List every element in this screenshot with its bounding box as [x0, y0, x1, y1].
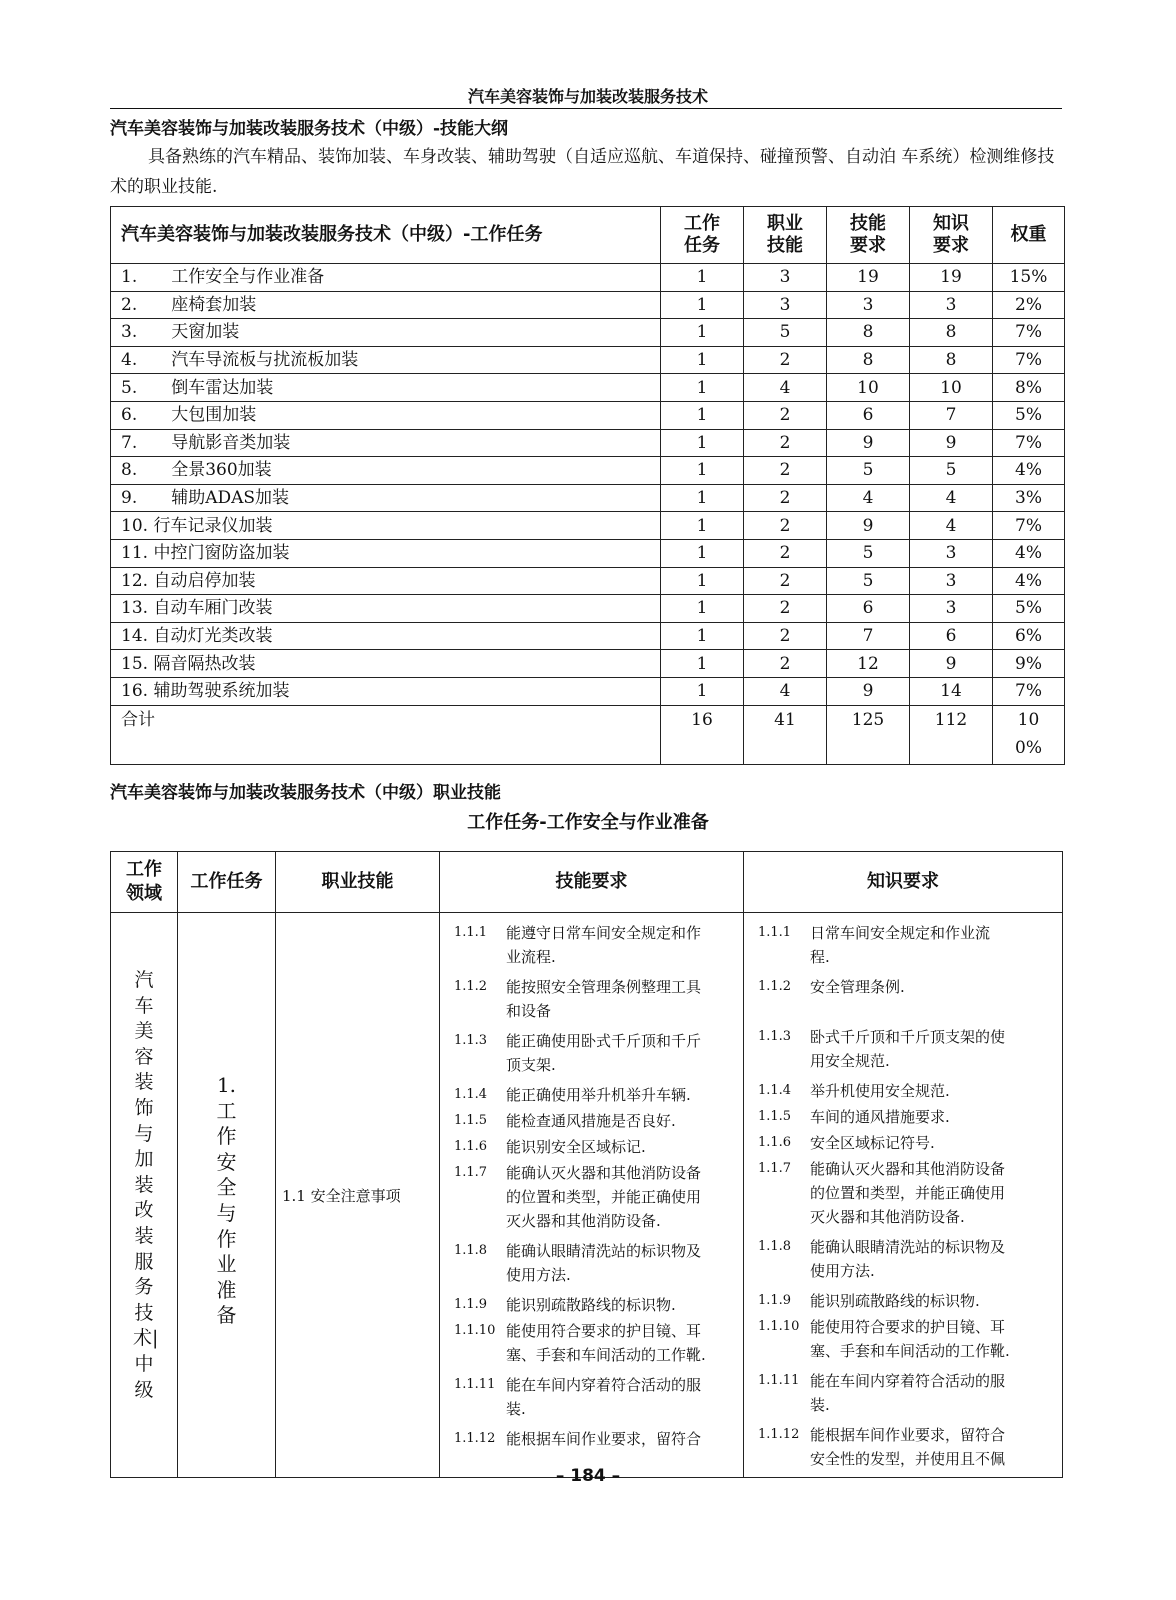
total-tasks: 16: [661, 705, 744, 764]
list-item: [454, 1029, 737, 1077]
summary-total-row: [111, 705, 1065, 764]
item-number: 1.1.6: [454, 1139, 488, 1154]
skill-requirements-list: [440, 913, 743, 1453]
cell-skill-req: 4: [827, 484, 910, 512]
header-rule: [110, 108, 1062, 109]
item-text: [810, 1369, 1056, 1417]
item-line: 车间的通风措施要求.: [810, 1108, 950, 1126]
cell-know-req: 3: [910, 539, 993, 567]
item-line: 能正确使用举升机举升车辆.: [506, 1086, 691, 1104]
cell-skill-req: 10: [827, 374, 910, 402]
detail-table: [110, 851, 1063, 1478]
cell-name: 4. 汽车导流板与扰流板加装: [111, 346, 661, 374]
cell-know-req: 8: [910, 346, 993, 374]
intro-paragraph: 具备熟练的汽车精品、装饰加装、车身改装、辅助驾驶（自适应巡航、车道保持、碰撞预警、自动泊 车系统）检测维修技术的职业技能.: [110, 147, 1055, 197]
cell-skills: 4: [744, 677, 827, 705]
cell-name: 11. 中控门窗防盗加装: [111, 539, 661, 567]
cell-weight: 7%: [993, 429, 1065, 457]
spacer: [758, 999, 1056, 1025]
table-row: [111, 512, 1065, 540]
cell-tasks: 1: [661, 264, 744, 292]
cell-skill-req: 3: [827, 291, 910, 319]
cell-weight: 7%: [993, 512, 1065, 540]
item-text: [810, 1131, 1056, 1155]
cell-name: 10. 行车记录仪加装: [111, 512, 661, 540]
table-row: [111, 457, 1065, 485]
item-number: 1.1.7: [758, 1161, 792, 1176]
list-item: [454, 1293, 737, 1317]
item-text: [810, 1423, 1056, 1471]
cell-skills: 2: [744, 650, 827, 678]
cell-know-req: 14: [910, 677, 993, 705]
cell-tasks: 1: [661, 622, 744, 650]
cell-skills: 2: [744, 401, 827, 429]
cell-skill-req: 9: [827, 677, 910, 705]
list-item: [454, 1135, 737, 1159]
item-number: 1.1.10: [454, 1323, 496, 1338]
cell-know-req: 3: [910, 567, 993, 595]
header-skill-requirements: 技能要求: [440, 852, 744, 913]
total-skill-req: 125: [827, 705, 910, 764]
cell-weight: 4%: [993, 457, 1065, 485]
section-title-skills: 汽车美容装饰与加装改装服务技术（中级）职业技能: [110, 783, 501, 803]
item-number: 1.1.7: [454, 1165, 488, 1180]
cell-name: 2. 座椅套加装: [111, 291, 661, 319]
cell-skills: 2: [744, 346, 827, 374]
item-text: [810, 1025, 1056, 1073]
item-line: 程.: [810, 948, 830, 966]
cell-weight: 3%: [993, 484, 1065, 512]
list-item: [454, 1319, 737, 1367]
task-cell: [178, 913, 276, 1478]
table-row: [111, 374, 1065, 402]
total-weight: 100%: [993, 705, 1065, 764]
item-line: 塞、手套和车间活动的工作靴.: [506, 1346, 706, 1364]
item-number: 1.1.11: [454, 1377, 496, 1392]
cell-skills: 2: [744, 429, 827, 457]
cell-know-req: 3: [910, 291, 993, 319]
item-number: 1.1.10: [758, 1319, 800, 1334]
item-line: 安全管理条例.: [810, 978, 905, 996]
header-skill: 职业技能: [276, 852, 440, 913]
item-text: [810, 975, 1056, 999]
cell-skill-req: 5: [827, 567, 910, 595]
cell-weight: 8%: [993, 374, 1065, 402]
cell-know-req: 9: [910, 650, 993, 678]
cell-know-req: 9: [910, 429, 993, 457]
item-line: 举升机使用安全规范.: [810, 1082, 950, 1100]
item-number: 1.1.5: [454, 1113, 488, 1128]
cell-name: 14. 自动灯光类改装: [111, 622, 661, 650]
domain-cell: [111, 913, 178, 1478]
table-row: [111, 401, 1065, 429]
table-row: [111, 595, 1065, 623]
item-line: 能根据车间作业要求，留符合: [810, 1426, 1006, 1444]
cell-skill-req: 19: [827, 264, 910, 292]
cell-know-req: 7: [910, 401, 993, 429]
item-number: 1.1.4: [758, 1083, 792, 1098]
cell-know-req: 3: [910, 595, 993, 623]
cell-name: 13. 自动车厢门改装: [111, 595, 661, 623]
cell-skills: 2: [744, 539, 827, 567]
cell-tasks: 1: [661, 650, 744, 678]
item-number: 1.1.9: [454, 1297, 488, 1312]
table-row: [111, 264, 1065, 292]
header-task-name: 汽车美容装饰与加装改装服务技术（中级）-工作任务: [111, 207, 661, 264]
cell-skill-req: 9: [827, 512, 910, 540]
header-know-req: 知识要求: [910, 207, 993, 264]
item-line: 能确认灭火器和其他消防设备: [810, 1160, 1006, 1178]
list-item: [758, 1105, 1056, 1129]
header-task: 工作任务: [178, 852, 276, 913]
cell-skills: 2: [744, 567, 827, 595]
cell-name: 6. 大包围加装: [111, 401, 661, 429]
cell-skills: 3: [744, 291, 827, 319]
knowledge-requirements-list: [744, 913, 1062, 1477]
item-line: 能确认眼睛清洗站的标识物及: [810, 1238, 1006, 1256]
cell-skills: 2: [744, 512, 827, 540]
item-text: [506, 1083, 737, 1107]
item-line: 能根据车间作业要求，留符合: [506, 1430, 702, 1448]
item-text: [506, 1239, 737, 1287]
cell-skill-req: 12: [827, 650, 910, 678]
table-row: [111, 291, 1065, 319]
running-header: 汽车美容装饰与加装改装服务技术: [467, 87, 708, 106]
item-line: 使用方法.: [506, 1266, 571, 1284]
item-line: 顶支架.: [506, 1056, 556, 1074]
item-line: 安全性的发型，并使用且不佩: [810, 1450, 1006, 1468]
list-item: [454, 921, 737, 969]
item-text: [810, 1315, 1056, 1363]
item-line: 能在车间内穿着符合活动的服: [810, 1372, 1006, 1390]
item-text: [810, 1157, 1056, 1229]
cell-weight: 15%: [993, 264, 1065, 292]
item-line: 能确认灭火器和其他消防设备: [506, 1164, 702, 1182]
table-row: [111, 319, 1065, 347]
total-label: 合计: [111, 705, 661, 764]
domain-text: 汽车美容装饰与加装改装服务技术|中级: [133, 969, 159, 1401]
list-item: [454, 1239, 737, 1287]
header-weight: 权重: [993, 207, 1065, 264]
item-line: 能在车间内穿着符合活动的服: [506, 1376, 702, 1394]
spacer: [454, 1451, 737, 1453]
item-line: 装.: [506, 1400, 526, 1418]
cell-tasks: 1: [661, 595, 744, 623]
cell-skill-req: 7: [827, 622, 910, 650]
cell-tasks: 1: [661, 484, 744, 512]
cell-know-req: 5: [910, 457, 993, 485]
cell-weight: 4%: [993, 567, 1065, 595]
list-item: [454, 1161, 737, 1233]
cell-tasks: 1: [661, 346, 744, 374]
item-text: [506, 975, 737, 1023]
cell-name: 5. 倒车雷达加装: [111, 374, 661, 402]
item-number: 1.1.2: [758, 979, 792, 994]
item-line: 灭火器和其他消防设备.: [506, 1212, 661, 1230]
item-text: [810, 1235, 1056, 1283]
item-line: 能识别疏散路线的标识物.: [506, 1296, 676, 1314]
cell-know-req: 8: [910, 319, 993, 347]
cell-name: 16. 辅助驾驶系统加装: [111, 677, 661, 705]
cell-name: 15. 隔音隔热改装: [111, 650, 661, 678]
table-row: [111, 677, 1065, 705]
item-line: 塞、手套和车间活动的工作靴.: [810, 1342, 1010, 1360]
cell-know-req: 6: [910, 622, 993, 650]
item-line: 的位置和类型，并能正确使用: [506, 1188, 702, 1206]
cell-name: 7. 导航影音类加装: [111, 429, 661, 457]
item-number: 1.1.8: [758, 1239, 792, 1254]
section-title-outline: 汽车美容装饰与加装改装服务技术（中级）-技能大纲: [110, 119, 509, 139]
skill-cell: 1.1 安全注意事项: [276, 913, 440, 1478]
cell-skill-req: 5: [827, 457, 910, 485]
cell-tasks: 1: [661, 291, 744, 319]
item-text: [810, 1079, 1056, 1103]
cell-skills: 2: [744, 484, 827, 512]
list-item: [758, 1131, 1056, 1155]
item-line: 日常车间安全规定和作业流: [810, 924, 991, 942]
cell-weight: 5%: [993, 595, 1065, 623]
item-line: 能按照安全管理条例整理工具: [506, 978, 702, 996]
item-number: 1.1.12: [454, 1431, 496, 1446]
item-line: 能使用符合要求的护目镜、耳: [506, 1322, 702, 1340]
list-item: [758, 1025, 1056, 1073]
table-row: [111, 622, 1065, 650]
item-line: 能使用符合要求的护目镜、耳: [810, 1318, 1006, 1336]
item-text: [506, 1319, 737, 1367]
table-row: [111, 346, 1065, 374]
cell-tasks: 1: [661, 319, 744, 347]
cell-weight: 7%: [993, 677, 1065, 705]
table-row: [111, 429, 1065, 457]
cell-skill-req: 6: [827, 595, 910, 623]
cell-tasks: 1: [661, 539, 744, 567]
cell-skills: 4: [744, 374, 827, 402]
cell-tasks: 1: [661, 429, 744, 457]
list-item: [758, 1157, 1056, 1229]
item-number: 1.1.4: [454, 1087, 488, 1102]
knowledge-requirements-cell: [744, 913, 1063, 1478]
list-item: [758, 1369, 1056, 1417]
cell-know-req: 4: [910, 512, 993, 540]
header-domain: 工作领域: [111, 852, 178, 913]
item-line: 能识别疏散路线的标识物.: [810, 1292, 980, 1310]
summary-table: [110, 206, 1065, 765]
item-line: 灭火器和其他消防设备.: [810, 1208, 965, 1226]
cell-tasks: 1: [661, 677, 744, 705]
cell-name: 9. 辅助ADAS加装: [111, 484, 661, 512]
item-line: 用安全规范.: [810, 1052, 890, 1070]
item-line: 能正确使用卧式千斤顶和千斤: [506, 1032, 702, 1050]
cell-tasks: 1: [661, 512, 744, 540]
item-line: 能遵守日常车间安全规定和作: [506, 924, 702, 942]
detail-header-row: [111, 852, 1063, 913]
cell-tasks: 1: [661, 457, 744, 485]
item-line: 的位置和类型，并能正确使用: [810, 1184, 1006, 1202]
item-text: [810, 1289, 1056, 1313]
cell-name: 3. 天窗加装: [111, 319, 661, 347]
cell-tasks: 1: [661, 401, 744, 429]
total-skills: 41: [744, 705, 827, 764]
item-text: [506, 1029, 737, 1077]
cell-skills: 2: [744, 622, 827, 650]
header-knowledge-requirements: 知识要求: [744, 852, 1063, 913]
cell-weight: 9%: [993, 650, 1065, 678]
cell-weight: 5%: [993, 401, 1065, 429]
list-item: [758, 1079, 1056, 1103]
cell-weight: 6%: [993, 622, 1065, 650]
item-number: 1.1.11: [758, 1373, 800, 1388]
list-item: [758, 1235, 1056, 1283]
page-number: – 184 –: [555, 1466, 621, 1486]
item-line: 装.: [810, 1396, 830, 1414]
item-line: 使用方法.: [810, 1262, 875, 1280]
list-item: [454, 1083, 737, 1107]
list-item: [758, 1289, 1056, 1313]
detail-body-row: [111, 913, 1063, 1478]
table-row: [111, 539, 1065, 567]
list-item: [454, 1109, 737, 1133]
cell-know-req: 10: [910, 374, 993, 402]
list-item: [758, 1315, 1056, 1363]
item-text: [506, 1427, 737, 1451]
item-number: 1.1.5: [758, 1109, 792, 1124]
item-number: 1.1.8: [454, 1243, 488, 1258]
cell-weight: 7%: [993, 319, 1065, 347]
header-skill-req: 技能要求: [827, 207, 910, 264]
item-text: [506, 1109, 737, 1133]
item-text: [506, 921, 737, 969]
total-know-req: 112: [910, 705, 993, 764]
item-number: 1.1.2: [454, 979, 488, 994]
cell-skills: 3: [744, 264, 827, 292]
cell-skill-req: 6: [827, 401, 910, 429]
item-text: [506, 1293, 737, 1317]
task-text: 1.工作安全与作业准备: [216, 1073, 237, 1328]
cell-weight: 4%: [993, 539, 1065, 567]
cell-name: 12. 自动启停加装: [111, 567, 661, 595]
item-number: 1.1.3: [454, 1033, 488, 1048]
item-number: 1.1.6: [758, 1135, 792, 1150]
item-text: [810, 921, 1056, 969]
table-row: [111, 567, 1065, 595]
item-line: 能检查通风措施是否良好.: [506, 1112, 676, 1130]
section-subtitle: 工作任务-工作安全与作业准备: [467, 812, 709, 833]
cell-weight: 7%: [993, 346, 1065, 374]
cell-skill-req: 8: [827, 346, 910, 374]
item-line: 能识别安全区域标记.: [506, 1138, 646, 1156]
cell-name: 1. 工作安全与作业准备: [111, 264, 661, 292]
list-item: [758, 975, 1056, 999]
item-text: [810, 1105, 1056, 1129]
cell-know-req: 4: [910, 484, 993, 512]
cell-skills: 2: [744, 595, 827, 623]
item-number: 1.1.1: [454, 925, 488, 940]
cell-weight: 2%: [993, 291, 1065, 319]
cell-skill-req: 8: [827, 319, 910, 347]
table-row: [111, 650, 1065, 678]
cell-know-req: 19: [910, 264, 993, 292]
header-task-count: 工作任务: [661, 207, 744, 264]
cell-name: 8. 全景360加装: [111, 457, 661, 485]
item-text: [506, 1373, 737, 1421]
header-skill-count: 职业技能: [744, 207, 827, 264]
list-item: [758, 921, 1056, 969]
cell-tasks: 1: [661, 567, 744, 595]
item-text: [506, 1135, 737, 1159]
item-line: 能确认眼睛清洗站的标识物及: [506, 1242, 702, 1260]
cell-skills: 5: [744, 319, 827, 347]
item-line: 业流程.: [506, 948, 556, 966]
item-number: 1.1.1: [758, 925, 792, 940]
item-line: 卧式千斤顶和千斤顶支架的使: [810, 1028, 1006, 1046]
item-number: 1.1.12: [758, 1427, 800, 1442]
summary-header-row: [111, 207, 1065, 264]
cell-skill-req: 5: [827, 539, 910, 567]
skill-requirements-cell: [440, 913, 744, 1478]
cell-tasks: 1: [661, 374, 744, 402]
cell-skill-req: 9: [827, 429, 910, 457]
item-number: 1.1.9: [758, 1293, 792, 1308]
list-item: [454, 975, 737, 1023]
list-item: [454, 1373, 737, 1421]
item-number: 1.1.3: [758, 1029, 792, 1044]
list-item: [758, 1423, 1056, 1471]
item-line: 和设备: [506, 1002, 552, 1020]
table-row: [111, 484, 1065, 512]
list-item: [454, 1427, 737, 1451]
cell-skills: 2: [744, 457, 827, 485]
item-text: [506, 1161, 737, 1233]
item-line: 安全区域标记符号.: [810, 1134, 935, 1152]
